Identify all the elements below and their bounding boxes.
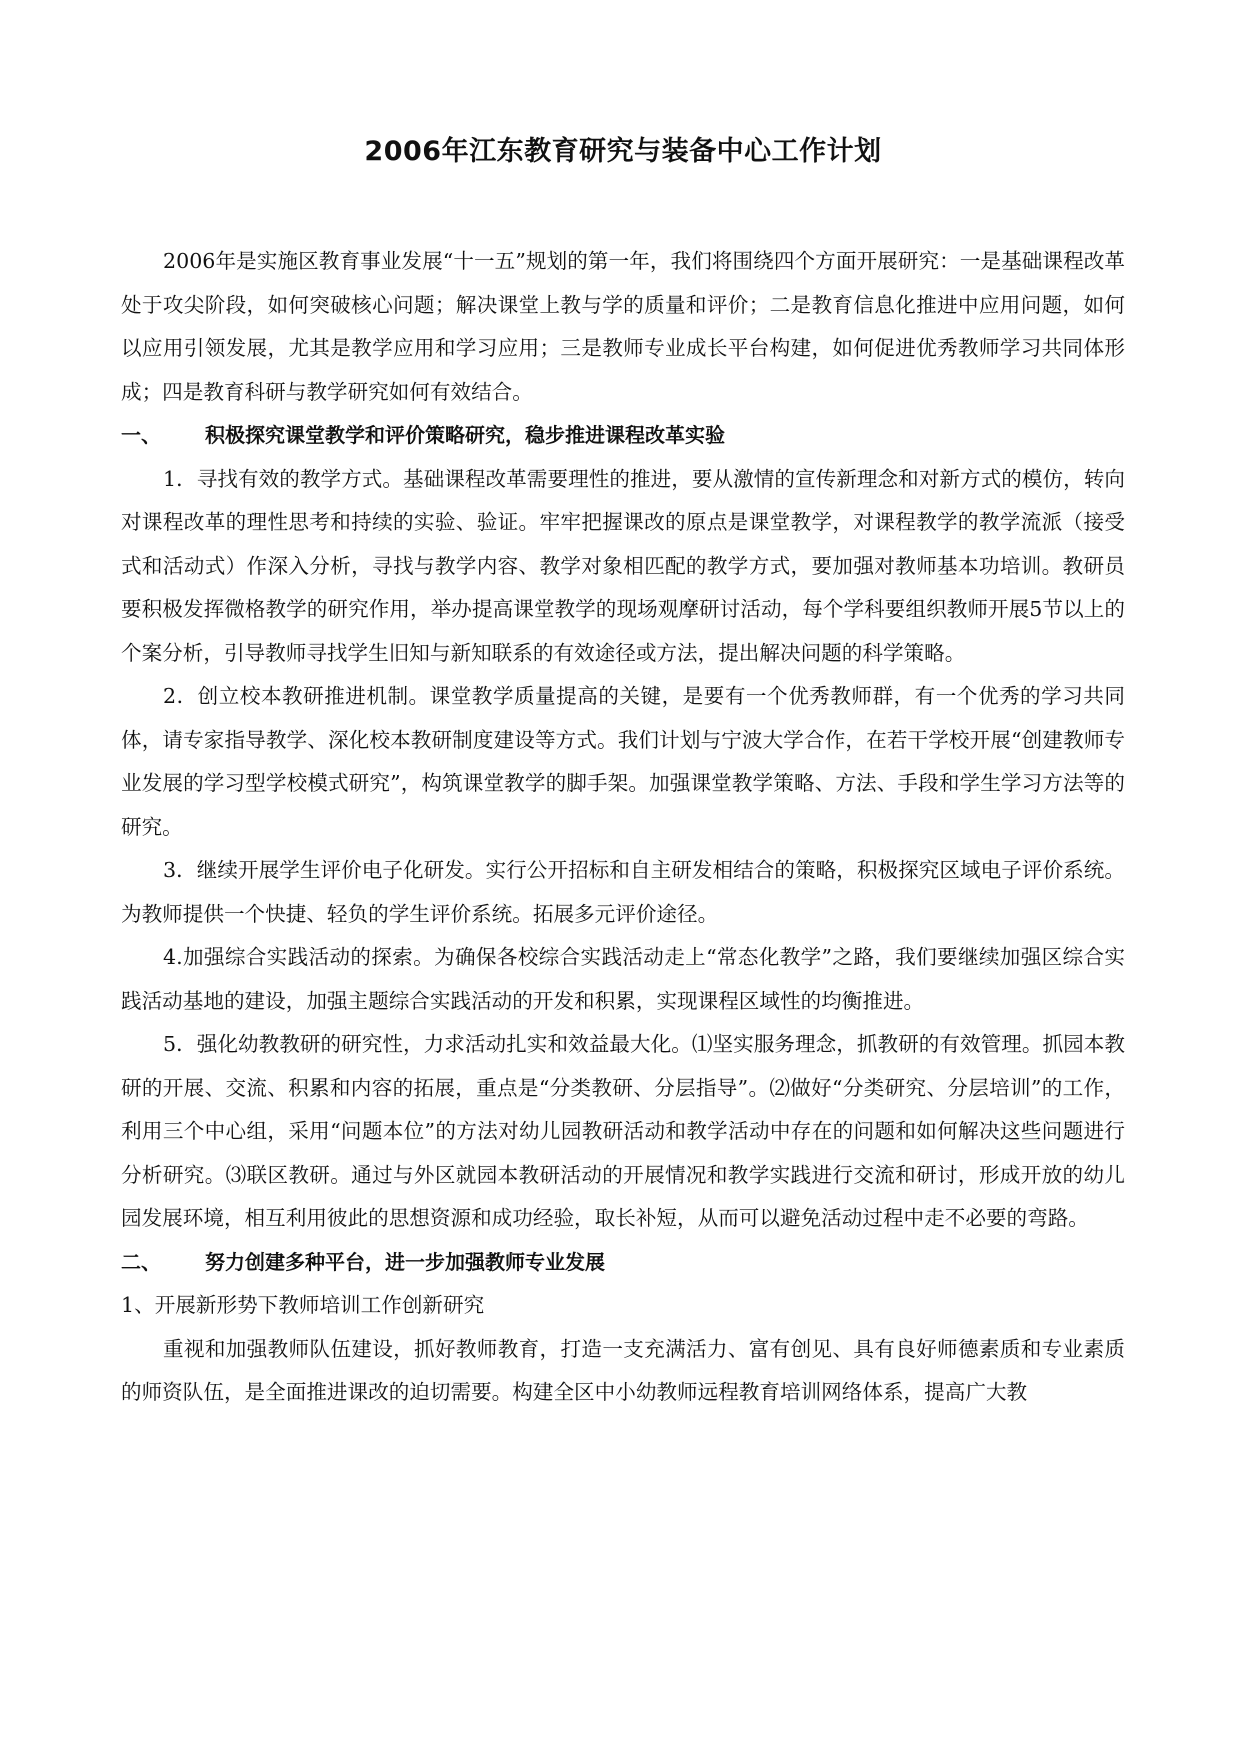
section1-item-3: 3．继续开展学生评价电子化研发。实行公开招标和自主研发相结合的策略，积极探究区域电子评价系统。为教师提供一个快捷、轻负的学生评价系统。拓展多元评价途径。 — [121, 858, 1125, 926]
section-heading-2 — [121, 1241, 1125, 1285]
document-page — [121, 0, 1125, 1415]
section-number: 一、 — [121, 423, 161, 447]
section1-item-5: 5．强化幼教教研的研究性，力求活动扎实和效益最大化。⑴坚实服务理念，抓教研的有效管理。抓园本教研的开展、交流、积累和内容的拓展，重点是“分类教研、分层指导”。⑵做好“分类研究、分层培训”的工作，利用三个中心组，采用“问题本位”的方法对幼儿园教研活动和教学活动中存在的问题和如何解决这些问题进行分析研究。⑶联区教研。通过与外区就园本教研活动的开展情况和教学实践进行交流和研讨，形成开放的幼儿园发展环境，相互利用彼此的思想资源和成功经验，取长补短，从而可以避免活动过程中走不必要的弯路。 — [121, 1032, 1125, 1230]
section-title: 积极探究课堂教学和评价策略研究，稳步推进课程改革实验 — [205, 423, 725, 447]
section-title: 努力创建多种平台，进一步加强教师专业发展 — [205, 1249, 605, 1274]
section-heading-1 — [121, 414, 1125, 458]
section1-item-4: 4.加强综合实践活动的探索。为确保各校综合实践活动走上“常态化教学”之路，我们要继续加强区综合实践活动基地的建设，加强主题综合实践活动的开发和积累，实现课程区域性的均衡推进。 — [121, 945, 1125, 1013]
section-number: 二、 — [121, 1249, 161, 1274]
section1-item-1: 1．寻找有效的教学方式。基础课程改革需要理性的推进，要从激情的宣传新理念和对新方式的模仿，转向对课程改革的理性思考和持续的实验、验证。牢牢把握课改的原点是课堂教学，对课程教学的教学流派（接受式和活动式）作深入分析，寻找与教学内容、教学对象相匹配的教学方式，要加强对教师基本功培训。教研员要积极发挥微格教学的研究作用，举办提高课堂教学的现场观摩研讨活动，每个学科要组织教师开展5节以上的个案分析，引导教师寻找学生旧知与新知联系的有效途径或方法，提出解决问题的科学策略。 — [121, 466, 1125, 665]
section2-subheading: 1、开展新形势下教师培训工作创新研究 — [121, 1293, 485, 1317]
intro-paragraph: 2006年是实施区教育事业发展“十一五”规划的第一年，我们将围绕四个方面开展研究：一是基础课程改革处于攻尖阶段，如何突破核心问题；解决课堂上教与学的质量和评价；二是教育信息化推进中应用问题，如何以应用引领发展，尤其是教学应用和学习应用；三是教师专业成长平台构建，如何促进优秀教师学习共同体形成；四是教育科研与教学研究如何有效结合。 — [121, 249, 1125, 404]
section2-body: 重视和加强教师队伍建设，抓好教师教育，打造一支充满活力、富有创见、具有良好师德素质和专业素质的师资队伍，是全面推进课改的迫切需要。构建全区中小幼教师远程教育培训网络体系，提高广大教 — [121, 1336, 1125, 1404]
section1-item-2: 2．创立校本教研推进机制。课堂教学质量提高的关键，是要有一个优秀教师群，有一个优秀的学习共同体，请专家指导教学、深化校本教研制度建设等方式。我们计划与宁波大学合作，在若干学校开展“创建教师专业发展的学习型学校模式研究”，构筑课堂教学的脚手架。加强课堂教学策略、方法、手段和学生学习方法等的研究。 — [121, 684, 1125, 839]
document-title: 2006年江东教育研究与装备中心工作计划 — [364, 136, 882, 167]
